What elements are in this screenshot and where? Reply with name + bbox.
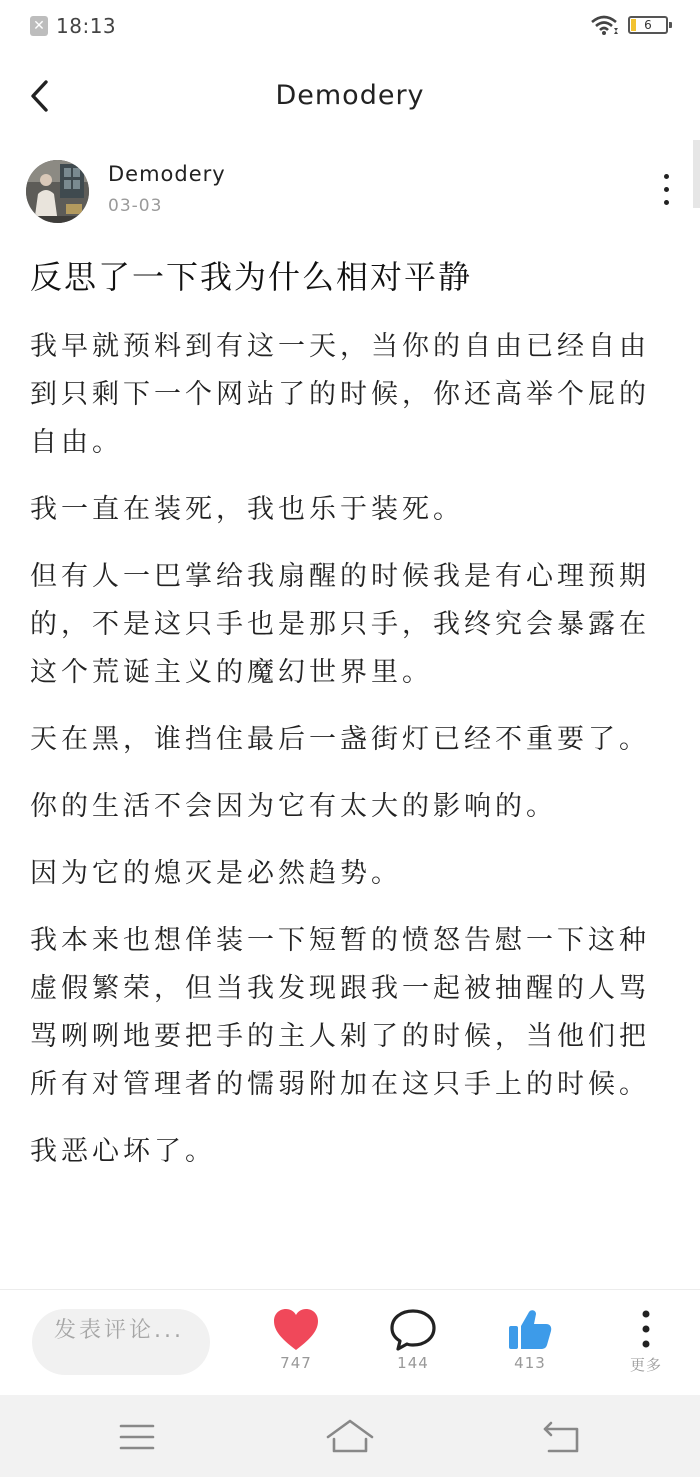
comment-input[interactable]: 发表评论... [32, 1309, 210, 1375]
action-bar [0, 1289, 700, 1396]
post-date: 03-03 [108, 196, 163, 216]
menu-icon [107, 1415, 167, 1459]
status-left [30, 14, 116, 38]
paragraph: 你的生活不会因为它有太大的影响的。 [30, 791, 557, 822]
status-right [590, 14, 668, 36]
heart-icon [272, 1308, 320, 1352]
paragraph: 我一直在装死，我也乐于装死。 [30, 494, 464, 525]
page-title: Demodery [275, 80, 425, 111]
author-name[interactable]: Demodery [108, 162, 226, 186]
battery-icon: 6 [628, 16, 668, 34]
comment-bubble-icon [389, 1308, 437, 1352]
paragraph: 天在黑，谁挡住最后一盏街灯已经不重要了。 [30, 724, 650, 755]
comment-count: 144 [397, 1354, 429, 1372]
status-bar [0, 0, 700, 54]
comment-button[interactable] [378, 1308, 448, 1372]
more-button[interactable] [611, 1308, 681, 1375]
avatar-image [26, 160, 89, 223]
wifi-icon [590, 14, 618, 36]
home-button[interactable] [320, 1415, 380, 1459]
more-options-button[interactable] [660, 174, 672, 214]
paragraph: 我恶心坏了。 [30, 1136, 216, 1167]
status-time: 18:13 [56, 14, 117, 38]
thumbs-count: 413 [514, 1354, 546, 1372]
home-icon [320, 1415, 380, 1459]
paragraph: 但有人一巴掌给我扇醒的时候我是有心理预期的，不是这只手也是那只手，我终究会暴露在这个荒诞主义的魔幻世界里。 [30, 561, 650, 688]
author-row [26, 158, 686, 228]
thumbs-up-button[interactable] [495, 1308, 565, 1372]
paragraph: 我本来也想佯装一下短暂的愤怒告慰一下这种虚假繁荣，但当我发现跟我一起被抽醒的人骂骂咧咧地要把手的主人剁了的时候，当他们把所有对管理者的懦弱附加在这只手上的时候。 [30, 925, 650, 1100]
more-vertical-icon [660, 174, 672, 205]
post-body [30, 323, 674, 1195]
post-title: 反思了一下我为什么相对平静 [30, 258, 473, 296]
system-nav-bar [0, 1395, 700, 1477]
paragraph: 因为它的熄灭是必然趋势。 [30, 858, 402, 889]
like-count: 747 [280, 1354, 312, 1372]
close-box-icon: ✕ [30, 16, 48, 36]
like-button[interactable] [261, 1308, 331, 1372]
avatar[interactable] [26, 160, 89, 223]
return-icon [533, 1415, 593, 1459]
nav-bar [0, 60, 700, 136]
scrollbar-thumb[interactable] [693, 140, 700, 208]
thumbs-up-icon [506, 1308, 554, 1352]
paragraph: 我早就预料到有这一天，当你的自由已经自由到只剩下一个网站了的时候，你还高举个屁的自由。 [30, 331, 650, 458]
return-button[interactable] [533, 1415, 593, 1459]
more-vertical-icon [622, 1308, 670, 1352]
menu-button[interactable] [107, 1415, 167, 1459]
more-label: 更多 [629, 1356, 662, 1374]
